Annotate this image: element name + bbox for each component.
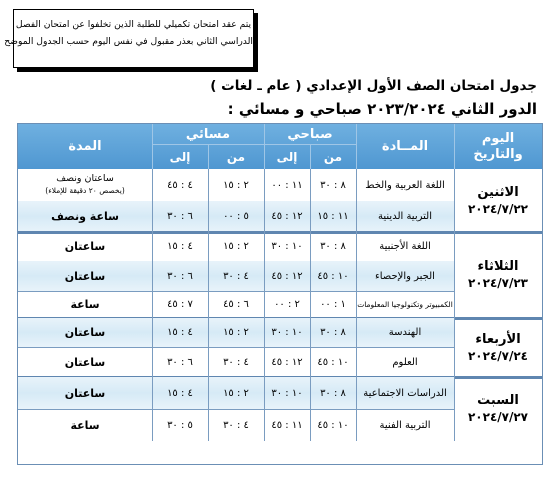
header-divider <box>152 144 356 145</box>
day-date: ٢٠٢٤/٧/٢٢ <box>467 201 529 216</box>
morning-from-cell: ٨ : ٣٠ <box>320 327 346 338</box>
header-morning-from <box>310 144 356 169</box>
subject-cell: الدراسات الاجتماعية <box>363 387 447 399</box>
day-date: ٢٠٢٤/٧/٢٤ <box>467 348 529 363</box>
header-day <box>454 124 542 169</box>
notice-line-1: يتم عقد امتحان تكميلي للطلبة الذين تخلفوا عن امتحان الفصل <box>15 19 252 30</box>
header-morning <box>264 124 356 144</box>
day-cell <box>454 318 542 377</box>
header-divider <box>356 124 357 169</box>
morning-to-cell: ١٠ : ٣٠ <box>271 327 303 338</box>
duration-cell: ساعة <box>70 298 100 311</box>
evening-to-cell: ٤ : ١٥ <box>167 327 193 338</box>
evening-from-cell: ٥ : ٠٠ <box>223 211 249 222</box>
header-subject <box>356 124 454 169</box>
morning-from-cell: ١٠ : ٤٥ <box>317 270 349 282</box>
header-from-label: من <box>226 149 246 164</box>
header-divider <box>152 124 153 169</box>
day-date: ٢٠٢٤/٧/٢٣ <box>467 276 529 290</box>
evening-to-cell: ٤ : ٤٥ <box>167 179 193 191</box>
morning-from-cell: ١ : ٠٠ <box>320 299 346 310</box>
day-name: الاثنين <box>477 184 519 200</box>
subject-cell: التربية الفنية <box>379 419 431 431</box>
evening-from-cell: ٤ : ٣٠ <box>223 356 249 368</box>
column-divider <box>152 169 153 441</box>
page-title: جدول امتحان الصف الأول الإعدادي ( عام ـ لغات ) <box>210 78 537 94</box>
header-divider <box>454 124 455 169</box>
notice-line-2: الدراسي الثاني بعذر مقبول في نفس اليوم حسب الجدول الموضح <box>4 36 253 47</box>
morning-to-cell: ١٠ : ٣٠ <box>271 387 303 399</box>
evening-from-cell: ٢ : ١٥ <box>223 327 249 338</box>
column-divider <box>208 169 209 441</box>
duration-cell: ساعتان <box>64 269 106 283</box>
duration-cell: ساعة <box>70 418 100 432</box>
header-evening <box>152 124 264 144</box>
evening-from-cell: ٤ : ٣٠ <box>223 419 249 431</box>
morning-from-cell: ١٠ : ٤٥ <box>317 356 349 368</box>
evening-to-cell: ٦ : ٣٠ <box>167 211 193 222</box>
evening-to-cell: ٧ : ٤٥ <box>167 299 193 310</box>
header-evening-from <box>208 144 264 169</box>
header-duration-label: المدة <box>68 139 102 154</box>
evening-from-cell: ٢ : ١٥ <box>223 241 249 252</box>
morning-to-cell: ١٢ : ٤٥ <box>271 356 303 368</box>
morning-to-cell: ١٢ : ٤٥ <box>271 270 303 282</box>
header-morning-to <box>264 144 310 169</box>
evening-to-cell: ٤ : ١٥ <box>167 241 193 252</box>
morning-from-cell: ٨ : ٣٠ <box>320 387 346 399</box>
day-date: ٢٠٢٤/٧/٢٧ <box>467 410 529 424</box>
subject-cell: الهندسة <box>388 327 422 338</box>
day-name: الثلاثاء <box>477 259 519 274</box>
evening-to-cell: ٦ : ٣٠ <box>167 270 193 282</box>
morning-from-cell: ١١ : ١٥ <box>317 211 349 222</box>
subject-cell: الجبر والإحصاء <box>375 270 435 282</box>
column-divider <box>454 169 455 441</box>
duration-cell: ساعتان <box>64 355 106 369</box>
duration-cell <box>18 169 152 201</box>
day-name: الأربعاء <box>475 331 521 347</box>
header-to-label: إلى <box>276 149 298 164</box>
duration-note: (يخصص ٢٠ دقيقة للإملاء) <box>45 186 125 195</box>
duration-label: ساعتان ونصف <box>56 173 114 184</box>
day-cell <box>454 377 542 441</box>
subject-cell: اللغة العربية والخط <box>365 179 445 191</box>
duration-cell: ساعتان <box>64 240 106 253</box>
header-day-label: اليوم والتاريخ <box>473 130 523 162</box>
header-duration <box>18 124 152 169</box>
header-divider <box>310 144 311 169</box>
evening-from-cell: ٢ : ١٥ <box>223 387 249 399</box>
duration-cell: ساعتان <box>64 326 106 339</box>
subject-cell: العلوم <box>392 356 418 368</box>
evening-from-cell: ٦ : ٤٥ <box>223 299 249 310</box>
day-cell <box>454 169 542 232</box>
morning-to-cell: ١٠ : ٣٠ <box>271 241 303 252</box>
morning-to-cell: ١١ : ٠٠ <box>271 179 303 191</box>
evening-to-cell: ٥ : ٣٠ <box>167 419 193 431</box>
header-to-label: إلى <box>169 149 191 164</box>
column-divider <box>310 169 311 441</box>
subject-cell: التربية الدينية <box>378 211 432 222</box>
evening-from-cell: ٤ : ٣٠ <box>223 270 249 282</box>
header-subject-label: المــادة <box>381 139 429 154</box>
header-evening-label: مسائي <box>185 126 231 142</box>
header-divider <box>264 124 265 169</box>
morning-from-cell: ٨ : ٣٠ <box>320 179 346 191</box>
evening-to-cell: ٤ : ١٥ <box>167 387 193 399</box>
duration-cell: ساعتان <box>64 386 106 400</box>
exam-schedule-table <box>17 123 543 465</box>
evening-to-cell: ٦ : ٣٠ <box>167 356 193 368</box>
subject-cell: اللغة الأجنبية <box>379 241 431 252</box>
header-divider <box>208 144 209 169</box>
page-subtitle: الدور الثاني ٢٠٢٣/٢٠٢٤ صباحي و مسائي : <box>227 100 537 118</box>
column-divider <box>264 169 265 441</box>
morning-to-cell: ٢ : ٠٠ <box>274 299 300 310</box>
subject-cell: الكمبيوتر وتكنولوجيا المعلومات <box>357 300 453 309</box>
day-name: السبت <box>477 393 519 408</box>
evening-from-cell: ٢ : ١٥ <box>223 179 249 191</box>
morning-to-cell: ١١ : ٤٥ <box>271 419 303 431</box>
header-morning-label: صباحي <box>287 126 333 142</box>
day-cell <box>454 232 542 318</box>
header-evening-to <box>152 144 208 169</box>
column-divider <box>356 169 357 441</box>
morning-from-cell: ١٠ : ٤٥ <box>317 419 349 431</box>
header-from-label: من <box>323 149 343 164</box>
morning-from-cell: ٨ : ٣٠ <box>320 241 346 252</box>
notice-box <box>4 9 254 68</box>
morning-to-cell: ١٢ : ٤٥ <box>271 211 303 222</box>
duration-cell: ساعة ونصف <box>51 210 119 223</box>
